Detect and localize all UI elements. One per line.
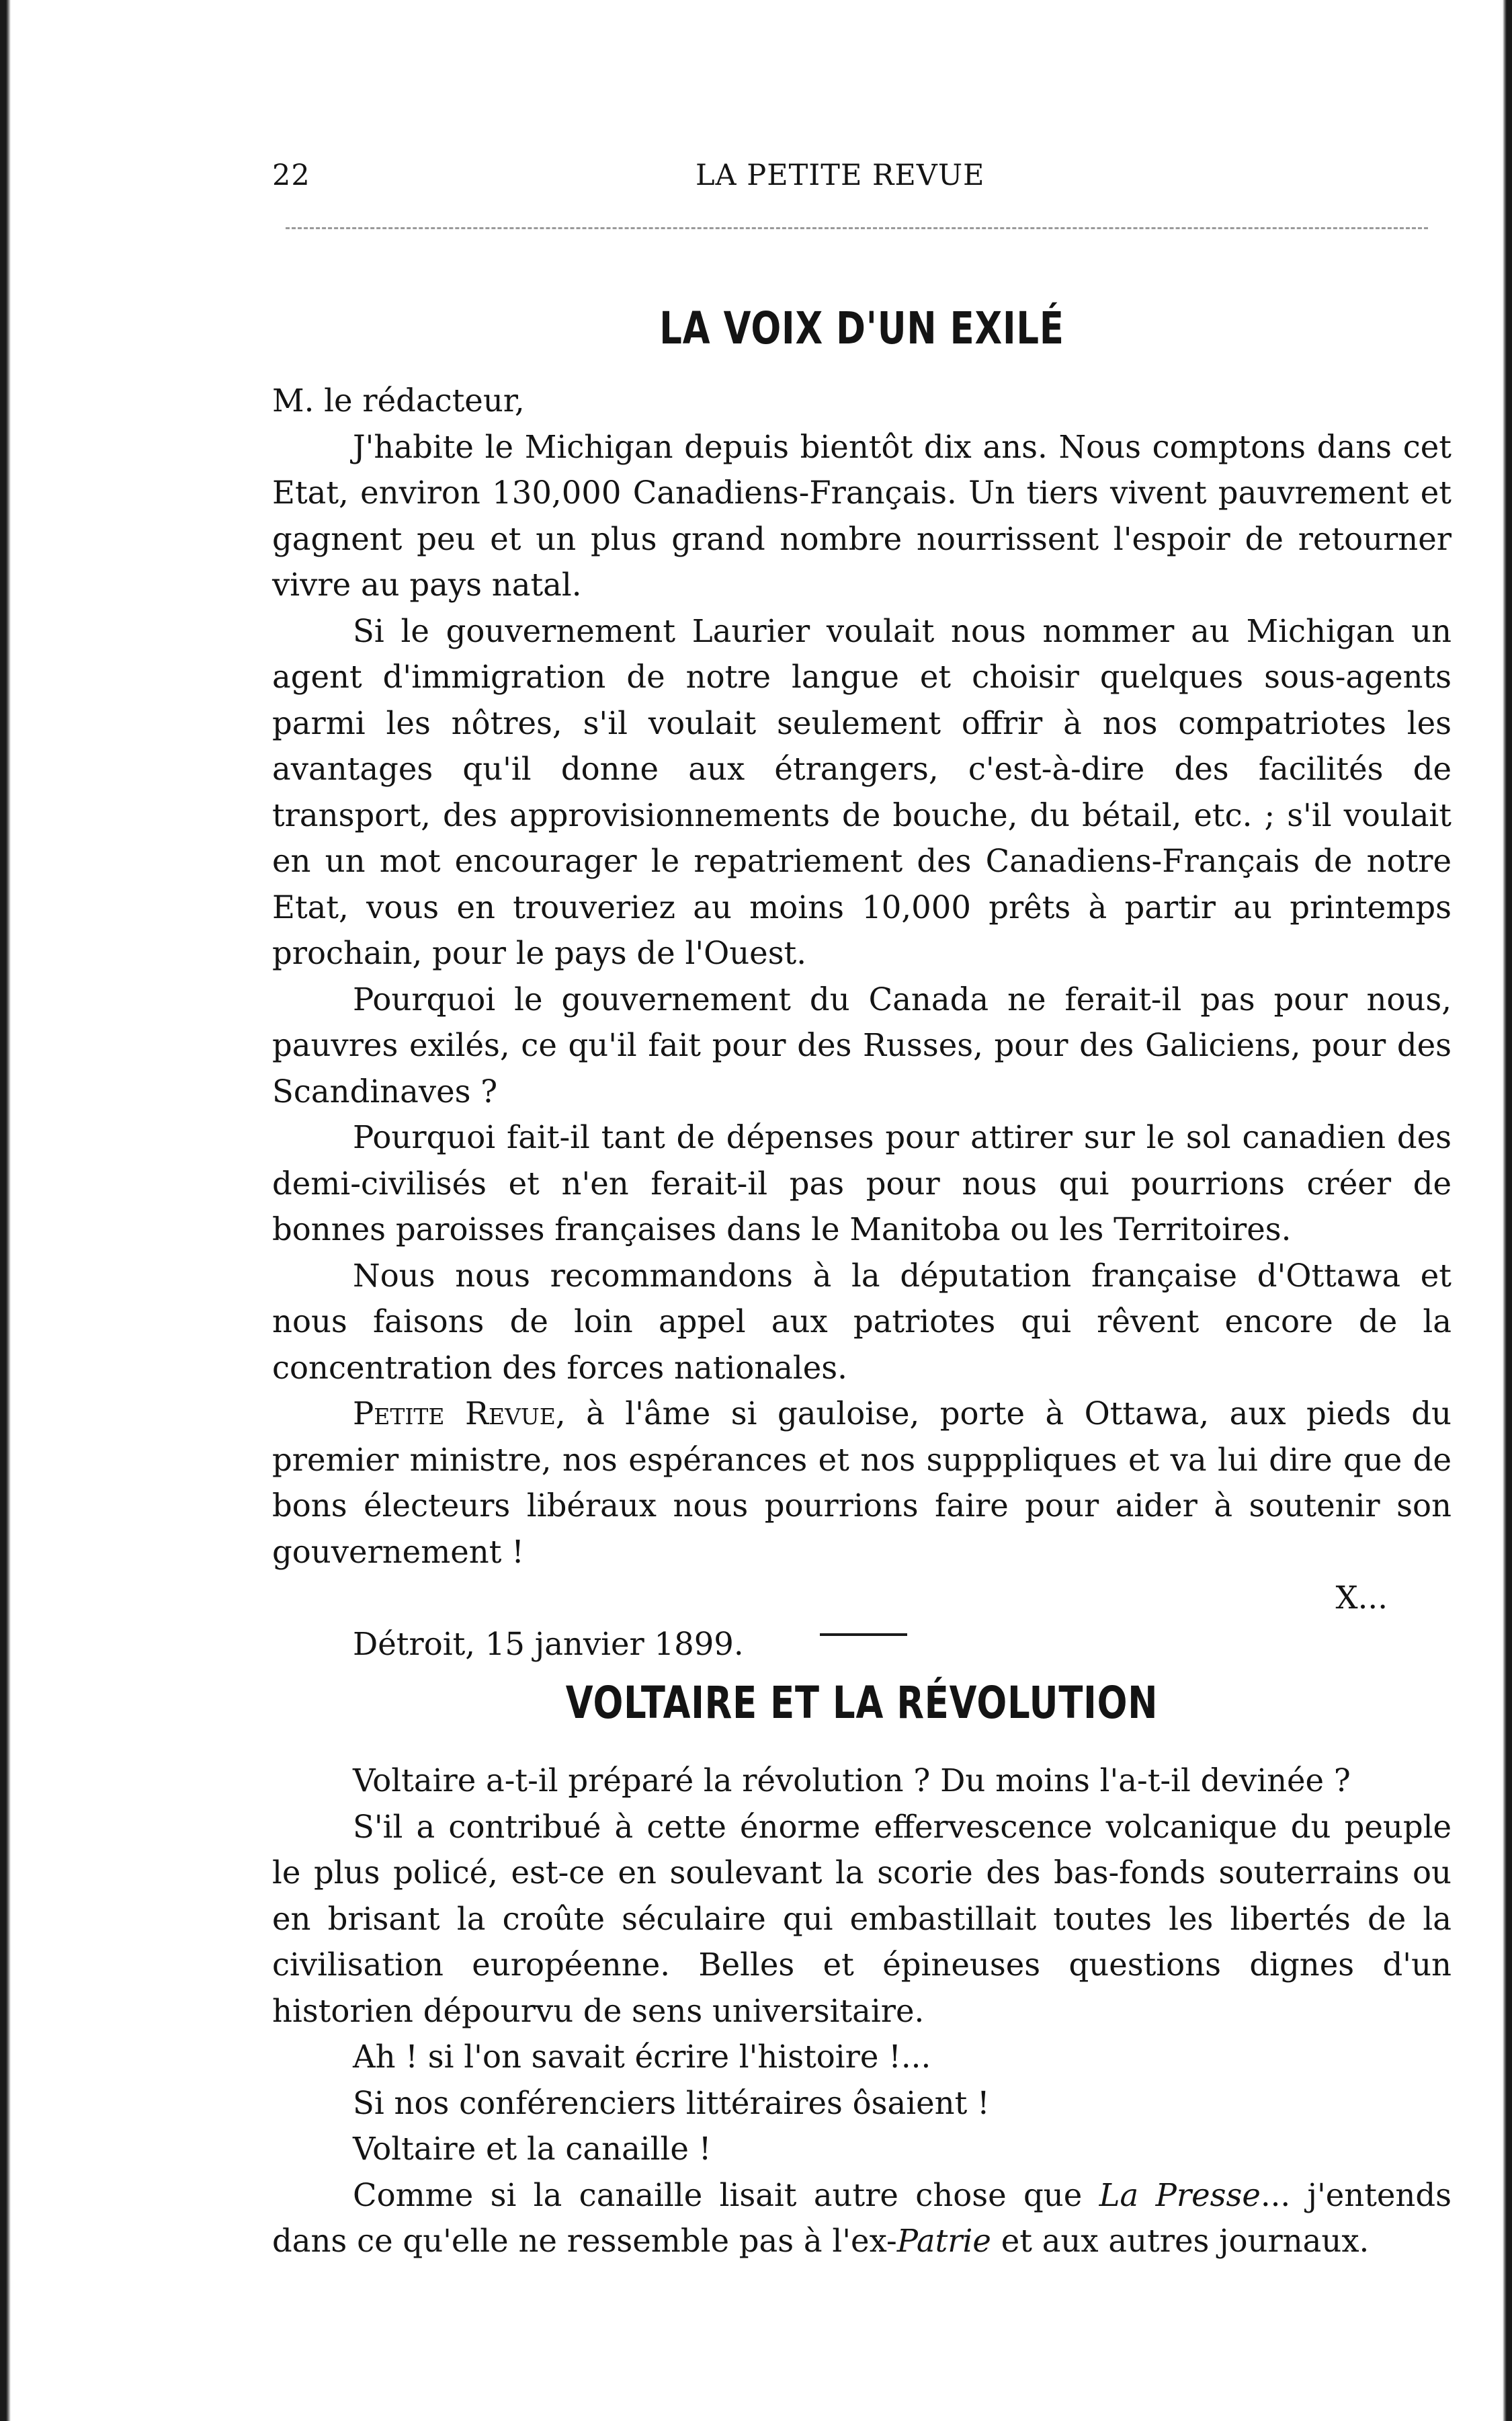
article-title-voltaire: VOLTAIRE ET LA RÉVOLUTION bbox=[565, 1677, 1159, 1729]
newspaper-name: Patrie bbox=[896, 2223, 991, 2259]
article-body-voltaire bbox=[272, 1758, 1452, 2264]
paragraph-text: ... j'entends dans ce qu'elle ne ressemble pas à l'ex- bbox=[272, 2176, 1452, 2259]
header-rule bbox=[286, 227, 1428, 229]
running-header bbox=[272, 159, 1452, 199]
paragraph: Voltaire a-t-il préparé la révolution ? Du moins l'a-t-il devinée ? bbox=[353, 1762, 1351, 1799]
page-number: 22 bbox=[272, 159, 310, 192]
section-separator bbox=[820, 1633, 907, 1636]
running-title: LA PETITE REVUE bbox=[696, 159, 985, 192]
paragraph: S'il a contribué à cette énorme effervescence volcanique du peuple le plus policé, est-ce en soulevant la scorie des bas-fonds souterrains ou en brisant la croûte séculaire qui embastillait toutes les libertés de la civilisation européenne. Belles et épineuses questions dignes d'un historien dépourvu de sens universitaire. bbox=[272, 1808, 1452, 2029]
paragraph-text: , à l'âme si gauloise, porte à Ottawa, aux pieds du premier ministre, nos espérances et nos supppliques et va lui dire que de bons électeurs libéraux nous pourrions faire pour aider à soutenir son gouvernement ! bbox=[272, 1395, 1452, 1570]
scan-edge-right bbox=[1503, 0, 1512, 2421]
paragraph: Ah ! si l'on savait écrire l'histoire !... bbox=[353, 2039, 931, 2075]
paragraph: Si le gouvernement Laurier voulait nous nommer au Michigan un agent d'immigration de notre langue et choisir quelques sous-agents parmi les nôtres, s'il voulait seulement offrir à nos compatriotes les avantages qu'il donne aux étrangers, c'est-à-dire des facilités de transport, des approvisionnements de bouche, du bétail, etc. ; s'il voulait en un mot encourager le repatriement des Canadiens-Français de notre Etat, vous en trouveriez au moins 10,000 prêts à partir au printemps prochain, pour le pays de l'Ouest. bbox=[272, 612, 1452, 971]
paragraph: Si nos conférenciers littéraires ôsaient ! bbox=[353, 2084, 990, 2121]
newspaper-name: La Presse bbox=[1099, 2176, 1261, 2213]
scan-edge-left bbox=[0, 0, 11, 2421]
publication-name: Petite Revue bbox=[353, 1395, 556, 1432]
paragraph-text: et aux autres journaux. bbox=[991, 2223, 1370, 2259]
article-title-voix-exile: LA VOIX D'UN EXILÉ bbox=[659, 302, 1064, 354]
paragraph: Pourquoi le gouvernement du Canada ne ferait-il pas pour nous, pauvres exilés, ce qu'il fait pour des Russes, pour des Galiciens, pour des Scandinaves ? bbox=[272, 981, 1452, 1110]
paragraph bbox=[272, 2172, 1452, 2264]
salutation: M. le rédacteur, bbox=[272, 382, 525, 419]
paragraph bbox=[272, 1391, 1452, 1575]
paragraph: Nous nous recommandons à la députation française d'Ottawa et nous faisons de loin appel aux patriotes qui rêvent encore de la concentration des forces nationales. bbox=[272, 1257, 1452, 1386]
paragraph: Voltaire et la canaille ! bbox=[353, 2131, 712, 2167]
paragraph: J'habite le Michigan depuis bientôt dix ans. Nous comptons dans cet Etat, environ 130,000 Canadiens-Français. Un tiers vivent pauvrement et gagnent peu et un plus grand nombre nourrissent l'espoir de retourner vivre au pays natal. bbox=[272, 428, 1452, 603]
paragraph: Pourquoi fait-il tant de dépenses pour attirer sur le sol canadien des demi-civilisés et n'en ferait-il pas pour nous qui pourrions créer de bonnes paroisses françaises dans le Manitoba ou les Territoires. bbox=[272, 1119, 1452, 1247]
signature: X... bbox=[1335, 1579, 1388, 1616]
paragraph-text: Comme si la canaille lisait autre chose que bbox=[353, 2176, 1099, 2213]
article-body-voix-exile bbox=[272, 378, 1452, 1667]
dateline: Détroit, 15 janvier 1899. bbox=[353, 1625, 744, 1662]
